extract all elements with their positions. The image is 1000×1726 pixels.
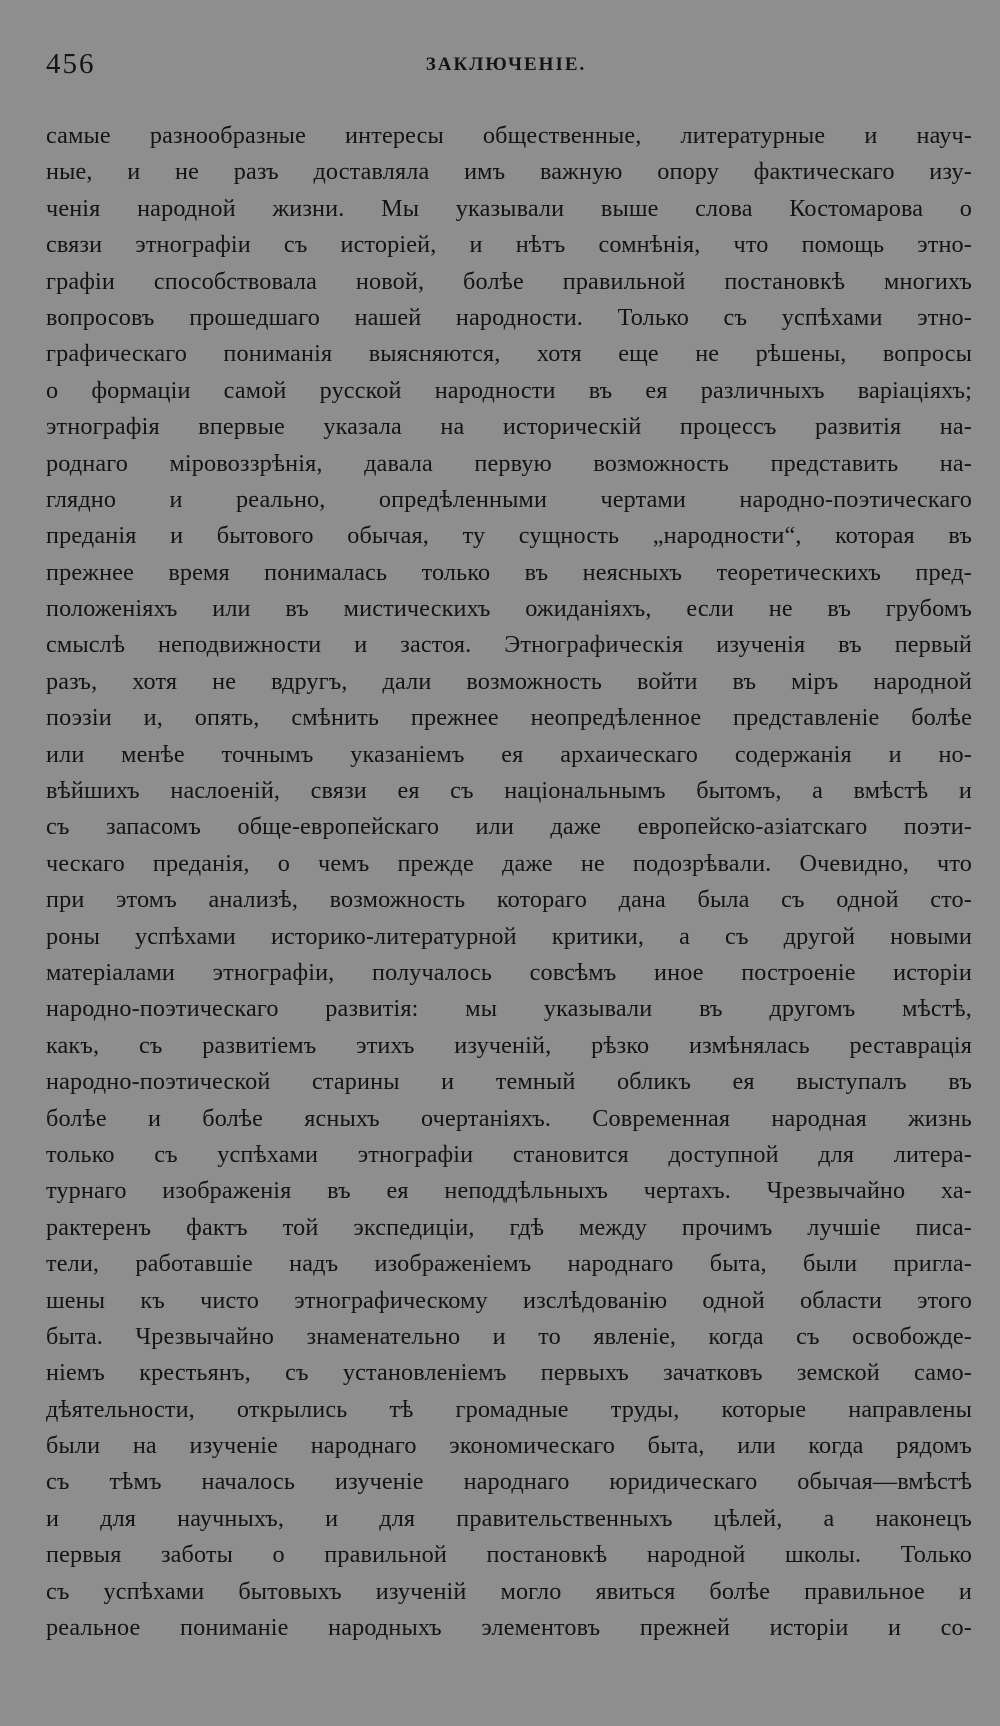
text-line: вѣйшихъ наслоеній, связи ея съ національнымъ бытомъ, а вмѣстѣ и <box>46 777 972 805</box>
text-line: этнографія впервые указала на историческій процессъ развитія на- <box>46 413 972 441</box>
text-line: съ успѣхами бытовыхъ изученій могло явиться болѣе правильное и <box>46 1577 972 1605</box>
text-line: только съ успѣхами этнографіи становится доступной для литера- <box>46 1140 972 1168</box>
text-line: рактеренъ фактъ той экспедиціи, гдѣ между прочимъ лучшіе писа- <box>46 1213 972 1241</box>
text-line: преданія и бытового обычая, ту сущность „народности“, которая въ <box>46 522 972 550</box>
text-line: при этомъ анализѣ, возможность котораго дана была съ одной сто- <box>46 886 972 914</box>
text-line: графическаго пониманія выясняются, хотя еще не рѣшены, вопросы <box>46 340 972 368</box>
text-line: ченія народной жизни. Мы указывали выше слова Костомарова о <box>46 194 972 222</box>
text-line: съ запасомъ обще-европейскаго или даже европейско-азіатскаго поэти- <box>46 813 972 841</box>
text-line: ніемъ крестьянъ, съ установленіемъ первыхъ зачатковъ земской само- <box>46 1359 972 1387</box>
text-line: болѣе и болѣе ясныхъ очертаніяхъ. Современная народная жизнь <box>46 1104 972 1132</box>
text-line: ные, и не разъ доставляла имъ важную опору фактическаго изу- <box>46 158 972 186</box>
text-line: положеніяхъ или въ мистическихъ ожиданіяхъ, если не въ грубомъ <box>46 595 972 623</box>
text-line: и для научныхъ, и для правительственныхъ цѣлей, а наконецъ <box>46 1504 972 1532</box>
text-line: быта. Чрезвычайно знаменательно и то явленіе, когда съ освобожде- <box>46 1322 972 1350</box>
text-line: прежнее время понималась только въ неясныхъ теоретическихъ пред- <box>46 558 972 586</box>
page-number: 456 <box>46 48 96 80</box>
text-line: разъ, хотя не вдругъ, дали возможность войти въ міръ народной <box>46 667 972 695</box>
text-line: вопросовъ прошедшаго нашей народности. Только съ успѣхами этно- <box>46 303 972 331</box>
text-line: какъ, съ развитіемъ этихъ изученій, рѣзко измѣнялась реставрація <box>46 1031 972 1059</box>
text-line: реальное пониманіе народныхъ элементовъ прежней исторіи и со- <box>46 1614 972 1642</box>
text-line: самые разнообразные интересы общественные, литературные и науч- <box>46 122 972 149</box>
text-line: народно-поэтической старины и темный обликъ ея выступалъ въ <box>46 1068 972 1096</box>
text-line: графіи способствовала новой, болѣе правильной постановкѣ многихъ <box>46 267 972 295</box>
text-line: съ тѣмъ началось изученіе народнаго юридическаго обычая—вмѣстѣ <box>46 1468 972 1496</box>
text-line: народно-поэтическаго развитія: мы указывали въ другомъ мѣстѣ, <box>46 995 972 1023</box>
text-line: шены къ чисто этнографическому изслѣдованію одной области этого <box>46 1286 972 1314</box>
text-line: были на изученіе народнаго экономическаго быта, или когда рядомъ <box>46 1432 972 1460</box>
body-text <box>46 118 972 1646</box>
text-line: первыя заботы о правильной постановкѣ народной школы. Только <box>46 1541 972 1569</box>
text-line: или менѣе точнымъ указаніемъ ея архаическаго содержанія и но- <box>46 740 972 768</box>
text-line: смыслѣ неподвижности и застоя. Этнографическія изученія въ первый <box>46 631 972 659</box>
text-line: глядно и реально, опредѣленными чертами народно-поэтическаго <box>46 485 972 513</box>
running-head: ЗАКЛЮЧЕНІЕ. <box>425 54 587 75</box>
text-line: роны успѣхами историко-литературной критики, а съ другой новыми <box>46 922 972 950</box>
text-line: о формаціи самой русской народности въ ея различныхъ варіаціяхъ; <box>46 376 972 404</box>
text-line: дѣятельности, открылись тѣ громадные труды, которые направлены <box>46 1395 972 1423</box>
text-line: поэзіи и, опять, смѣнить прежнее неопредѣленное представленіе болѣе <box>46 704 972 732</box>
page-header <box>46 44 966 94</box>
text-line: роднаго міровоззрѣнія, давала первую возможность представить на- <box>46 449 972 477</box>
text-line: ческаго преданія, о чемъ прежде даже не подозрѣвали. Очевидно, что <box>46 849 972 877</box>
text-line: матеріалами этнографіи, получалось совсѣмъ иное построеніе исторіи <box>46 958 972 986</box>
text-line: тели, работавшіе надъ изображеніемъ народнаго быта, были пригла- <box>46 1250 972 1278</box>
text-line: связи этнографіи съ исторіей, и нѣтъ сомнѣнія, что помощь этно- <box>46 231 972 259</box>
text-line: турнаго изображенія въ ея неподдѣльныхъ чертахъ. Чрезвычайно ха- <box>46 1177 972 1205</box>
